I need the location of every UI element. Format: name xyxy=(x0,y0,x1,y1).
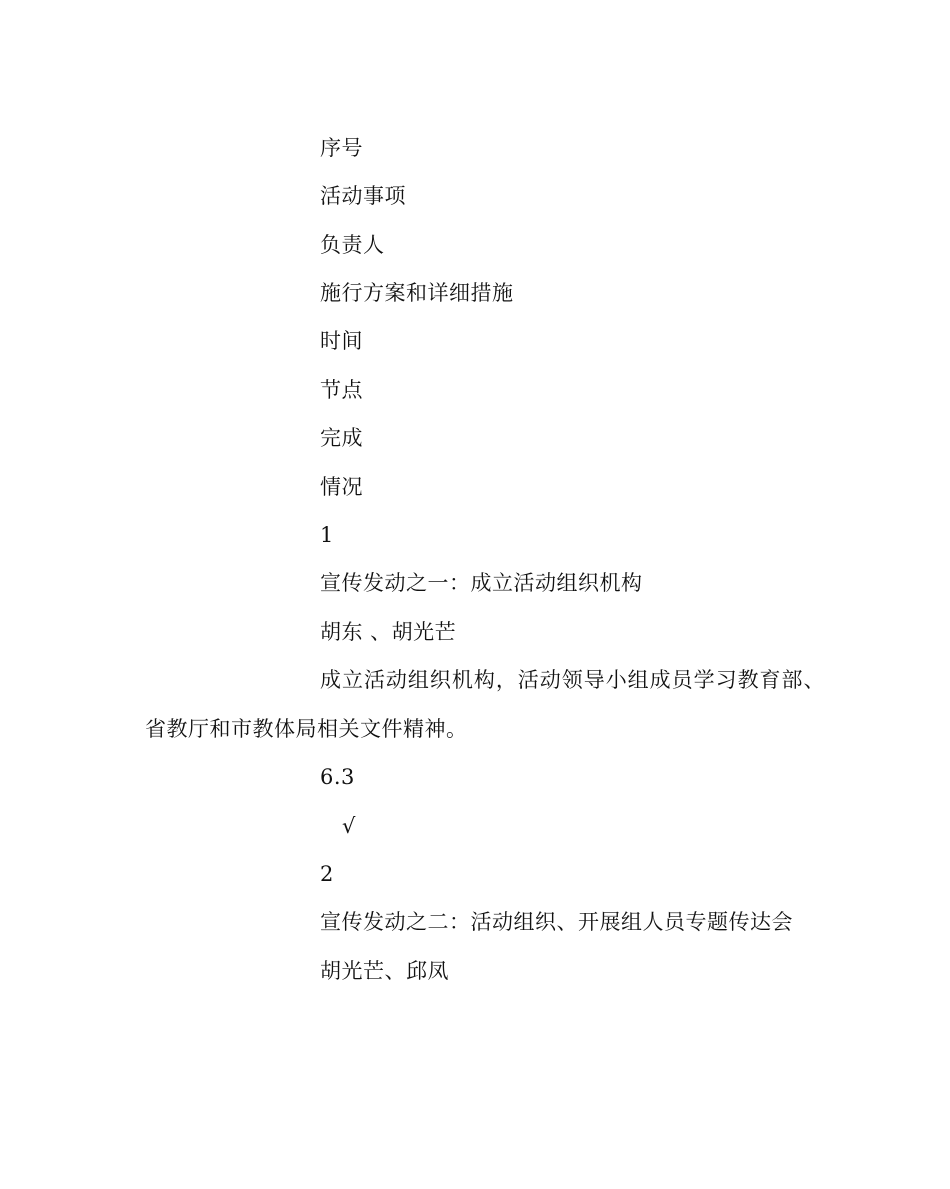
row-1-plan: 成立活动组织机构，活动领导小组成员学习教育部、省教厅和市教体局相关文件精神。 xyxy=(145,668,825,741)
header-status: 情况 xyxy=(320,475,363,499)
row-2-activity: 宣传发动之二：活动组织、开展组人员专题传达会 xyxy=(320,910,793,934)
header-activity: 活动事项 xyxy=(320,184,406,208)
header-time: 时间 xyxy=(320,329,363,353)
row-1-time: 6.3 xyxy=(320,765,355,789)
row-2-owner: 胡光芒、邱凤 xyxy=(320,959,449,983)
row-1-activity: 宣传发动之一：成立活动组织机构 xyxy=(320,571,643,595)
header-node: 节点 xyxy=(320,378,363,402)
header-index: 序号 xyxy=(320,136,363,160)
row-1-owner: 胡东 、胡光芒 xyxy=(320,620,457,644)
header-complete: 完成 xyxy=(320,426,363,450)
header-owner: 负责人 xyxy=(320,233,385,257)
header-plan: 施行方案和详细措施 xyxy=(320,281,514,305)
row-1-index: 1 xyxy=(320,523,334,547)
row-1-checkmark: √ xyxy=(342,814,356,838)
row-2-index: 2 xyxy=(320,862,334,886)
